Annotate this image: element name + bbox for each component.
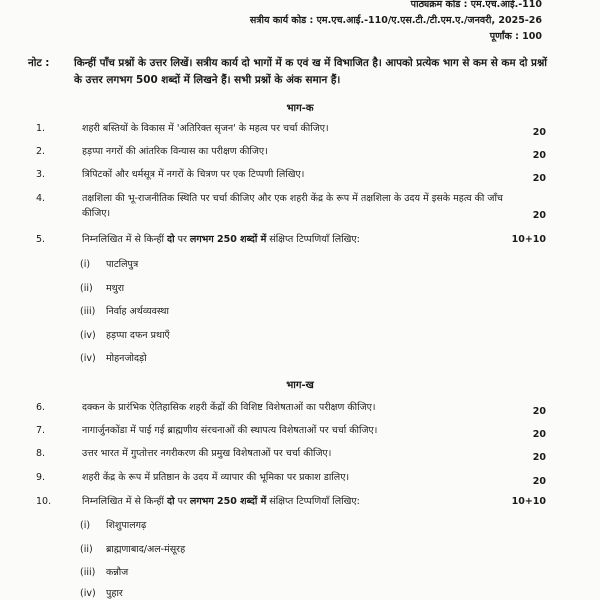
question-marks: 20 [532,406,546,417]
assignment-code: सत्रीय कार्य कोड : एम.एच.आई.-110/ए.एस.टी./टी.एम.ए./जनवरी, 2025-26 [249,15,542,26]
question-marks: 20 [532,452,546,463]
question-number: 4. [36,193,46,204]
question-3 [36,167,546,182]
question-text: तक्षशिला की भू-राजनीतिक स्थिति पर चर्चा कीजिए और एक शहरी केंद्र के रूप में तक्षशिला के उदय में इसके महत्व की जाँच कीजिए। [82,193,503,219]
question-text: निम्नलिखित में से किन्हीं दो पर लगभग 250 शब्दों में संक्षिप्त टिप्पणियाँ लिखिए: [82,234,360,245]
option-item: (iii) निर्वाह अर्थव्यवस्था [80,306,169,317]
question-10 [36,494,546,509]
section-a-title: भाग-क [286,103,314,114]
question-4 [36,191,546,221]
question-marks: 20 [532,127,546,138]
question-number: 3. [36,169,46,180]
question-text: शहरी बस्तियों के विकास में 'अतिरिक्त सृजन' के महत्व पर चर्चा कीजिए। [82,123,329,134]
question-1 [36,121,546,136]
question-7 [36,423,546,438]
question-marks: 20 [532,429,546,440]
question-number: 7. [36,425,46,436]
option-item: (ii) ब्राह्मणाबाद/अल-मंसूरह [80,544,186,555]
question-number: 5. [36,234,46,245]
course-code: पाठ्यक्रम कोड : एम.एच.आई.-110 [410,0,542,10]
question-text: दक्कन के प्रारंभिक ऐतिहासिक शहरी केंद्रों की विशिष्ट विशेषताओं का परीक्षण कीजिए। [82,402,376,413]
question-marks: 20 [532,476,546,487]
question-marks: 10+10 [511,234,546,245]
question-text: त्रिपिटकों और धर्मसूत्र में नगरों के चित्रण पर एक टिप्पणी लिखिए। [82,169,305,180]
question-text: हड़प्पा नगरों की आंतरिक विन्यास का परीक्षण कीजिए। [82,146,268,157]
question-text: शहरी केंद्र के रूप में प्रतिष्ठान के उदय में व्यापार की भूमिका पर प्रकाश डालिए। [82,472,350,483]
question-text: निम्नलिखित में से किन्हीं दो पर लगभग 250 शब्दों में संक्षिप्त टिप्पणियाँ लिखिए: [82,496,360,507]
option-item: (ii) मथुरा [80,283,125,294]
question-number: 6. [36,402,46,413]
section-b-title: भाग-ख [286,380,314,391]
question-number: 10. [36,496,52,507]
option-item: (iv) मोहनजोदड़ो [80,353,147,364]
note-text: किन्हीं पाँच प्रश्नों के उत्तर लिखें। सत्रीय कार्य दो भागों में क एवं ख में विभाजित है। आपको प्रत्येक भाग से कम से कम दो प्रश्नों के उत्तर लगभग 500 शब्दों में लिखने हैं। सभी प्रश्नों के अंक समान हैं। [74,57,547,86]
max-marks: पूर्णांक : 100 [489,31,542,42]
option-item: (iv) हड़प्पा दफन प्रथाएँ [80,330,170,341]
note-label: नोट : [28,57,50,69]
question-5 [36,232,546,247]
question-marks: 20 [532,150,546,161]
question-marks: 10+10 [511,496,546,507]
question-text: उत्तर भारत में गुप्तोत्तर नगरीकरण की प्रमुख विशेषताओं पर चर्चा कीजिए। [82,448,332,459]
question-number: 2. [36,146,46,157]
question-number: 9. [36,472,46,483]
option-item: (i) शिशुपालगढ़ [80,520,147,531]
option-item: (i) पाटलिपुत्र [80,259,139,270]
question-number: 8. [36,448,46,459]
question-2 [36,144,546,159]
question-number: 1. [36,123,46,134]
instructions-note [28,55,548,89]
question-8 [36,446,546,461]
option-item: (iv) पुहार [80,588,123,599]
question-9 [36,470,546,485]
question-marks: 20 [532,210,546,221]
question-6 [36,400,546,415]
question-text: नागार्जुनकोंडा में पाई गई ब्राह्मणीय संरचनाओं की स्थापत्य विशेषताओं पर चर्चा कीजिए। [82,425,378,436]
question-marks: 20 [532,173,546,184]
option-item: (iii) कन्नौज [80,567,129,578]
